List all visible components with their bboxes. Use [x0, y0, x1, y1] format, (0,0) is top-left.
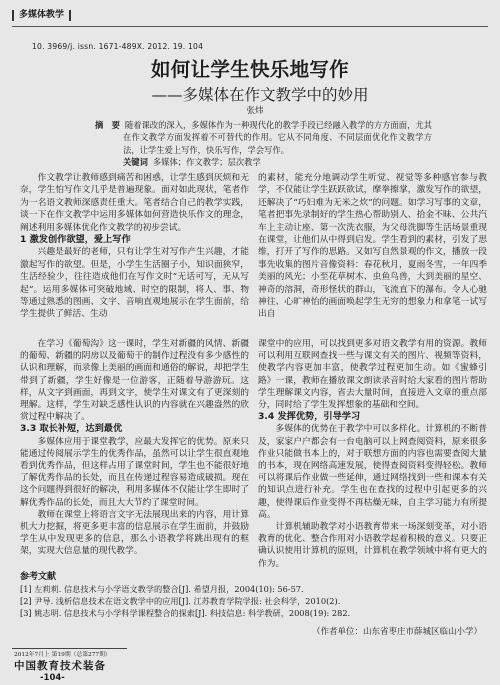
reference-item: [1] 左莉莉. 信息技术与小学语文教学的整合[J]. 希望月报，2004(10): 56-57.: [20, 584, 304, 594]
page-number: -104-: [40, 673, 65, 683]
abstract-text: 随着课改的深入，多媒体作为一种现代化的教学手段已经融入教学的方方面面，尤其在作文教学方面发挥着不可替代的作用。它从不同角度、不同层面优化作文教学方法，让学生爱上写作，快乐写作，学会写作。: [123, 120, 432, 155]
body-paragraph: 多媒体的优势在于教学中可以多样化。计算机的不断普及，家家户户都会有一台电脑可以上网查阅资料，原来很多作业只能做书本上的，对于联想方面的内容也需要查阅大量的书本，现在网络高速发展，使得查阅资料变得轻松。教师可以将课后作业做一些延伸，通过网络找到一些和课本有关的知识点进行补充。学生也在查找的过程中引起更多的兴趣，使得课后作业变得不再枯燥无味，自主学习能力有所提高。: [258, 424, 487, 520]
author: 张炜: [246, 106, 264, 116]
body-column-top-left: [20, 172, 249, 321]
header-rule: [12, 26, 488, 27]
reference-item: [3] 姚志明. 信息技术与小学科学课程整合的探索[J]. 科技信息: 科学教研，2008(19): 282.: [20, 608, 351, 618]
body-paragraph: 多媒体应用于课堂教学，应最大发挥它的优势。原来只能通过传阅展示学生的优秀作品，虽然可以让学生很直观地看到优秀作品，但这样占用了课堂时间，学生也不能很好地了解优秀作品的长处，而且在传递过程容易造成破损。现在这个问题得到很好的解决，利用多媒体不仅能让学生即时了解优秀作品的长处，而且大大节约了课堂时间。: [20, 436, 249, 508]
body-paragraph: 在学习《葡萄沟》这一课时，学生对新疆的风情、新疆的葡萄、新疆的阴房以及葡萄干的制作过程没有多少感性的认识和理解，而录像上美丽的画面和通俗的解说，却把学生带到了新疆，学生好像是一位游客，正随着导游游玩。这样，从文字到画面，再到文字，使学生对课文有了更深刻的理解。这样，学生对缺乏感性认识的内容就在兴趣盎然的欣赏过程中解决了。: [20, 339, 249, 423]
footer-journal-name: 中国教育技术装备: [14, 660, 106, 672]
footer-rule: [12, 648, 127, 649]
body-paragraph: 课堂中的应用，可以找到更多对语文教学有用的资源。教师可以利用互联网查找一些与课文有关的图片、视频等资料，使教学内容更加丰富，使教学过程更加生动。如《蜜蜂引路》一课，教师在播放课文朗读录音时给大家看的图片帮助学生理解课文内容，省去大量时间，直接进入文章的重点部分，同时给了学生发挥想象的基础和空间。: [258, 339, 487, 411]
body-column-middle-right: [258, 338, 487, 570]
author-affiliation: （作者单位：山东省枣庄市薛城区临山小学）: [311, 627, 482, 637]
references-heading: 参考文献: [20, 572, 57, 582]
section-heading: 1 激发创作欲望，爱上写作: [20, 234, 131, 246]
footer-issue: 2012年7月上 第19期（总第277期）: [14, 652, 111, 658]
keywords: [123, 156, 261, 168]
body-paragraph: 作文教学让教师感到痛苦和困惑，让学生感到厌烦和无奈，学生怕写作文几乎是普遍现象。面对如此现状，笔者作为一名语文教师深感责任重大。笔者结合自己的教学实践，谈一下在作文教学中运用多媒体如何营造快乐作文的理念，阐述利用多媒体优化作文教学的初步尝试。: [20, 173, 249, 233]
keywords-label: 关键词: [123, 157, 148, 167]
section-heading: 3.3 取长补短，达到最优: [20, 423, 123, 435]
body-column-top-right: [258, 172, 487, 321]
running-header: 多媒体教学: [12, 10, 71, 21]
doi: 10. 3969/j. issn. 1671-489X. 2012. 19. 104: [32, 42, 204, 51]
section-heading: 3.4 发挥优势，引导学习: [258, 411, 361, 423]
body-column-middle-left: [20, 338, 249, 558]
body-paragraph: 计算机辅助教学对小语教育带来一场深刻变革，对小语教育的优化、整合作用对小语教学起着积极的意义。只要正确认识使用计算机的原则，计算机在教学领域中将有更大的作为。: [258, 522, 487, 569]
article-title: 如何让学生快乐地写作: [150, 58, 349, 81]
body-paragraph: 兴趣是最好的老师，只有让学生对写作产生兴趣，才能激起写作的欲望。但是，小学生生活圈子小，知识面狭窄，生活经验少，往往造成他们在写作文时“无话可写，无从写起”。运用多媒体可突破地域、时空的限制，将人、事、物等通过熟悉的图画、文字、音响直观地展示在学生面前，给学生提供了鲜活、生动: [20, 247, 249, 320]
reference-item: [2] 尹导. 浅析信息技术在语文教学中的应用[J]. 江苏教育学院学报: 社会科学，2010(2).: [20, 596, 341, 606]
references: [20, 571, 480, 619]
abstract-label: 摘 要: [95, 120, 120, 130]
article-subtitle: ——多媒体在作文教学中的妙用: [151, 86, 369, 104]
body-paragraph: 教师在课堂上将语言文字无法展现出来的内容，用计算机大力挖掘，将更多更丰富的信息展示在学生面前，并鼓励学生从中发现更多的信息，那么小语教学将跳出现有的框架，实现大信息量的现代教学。: [20, 509, 249, 557]
keywords-text: 多媒体；作文教学；层次教学: [152, 157, 261, 167]
abstract: [95, 119, 432, 156]
body-paragraph: 的素材，能充分地调动学生听觉、视觉等多种感官参与教学，不仅能让学生跃跃欲试，摩拳擦掌，激发写作的欲望，还解决了“巧妇难为无米之炊”的问题。如学习写事的文章，笔者把事先录制好的学生热心帮助别人、拾金不昧、公共汽车上主动让座、第一次洗衣服，为父母洗脚等生活场景重现在课堂，让他们从中得到启发。学生看到的素材，引发了思维，打开了写作的思路。又如写自然景观的作文，播放一段事先收集的图片音像资料：春花秋月，夏雨冬雪，一年四季美丽的风光；小至花草树木、虫鱼鸟兽，大到美丽的星空、神奇的溶洞，奇形怪状的群山，飞流直下的瀑布。令人心驰神往、心旷神怡的画面唤起学生无穷的想象力和拿笔一试写出自: [258, 173, 487, 320]
